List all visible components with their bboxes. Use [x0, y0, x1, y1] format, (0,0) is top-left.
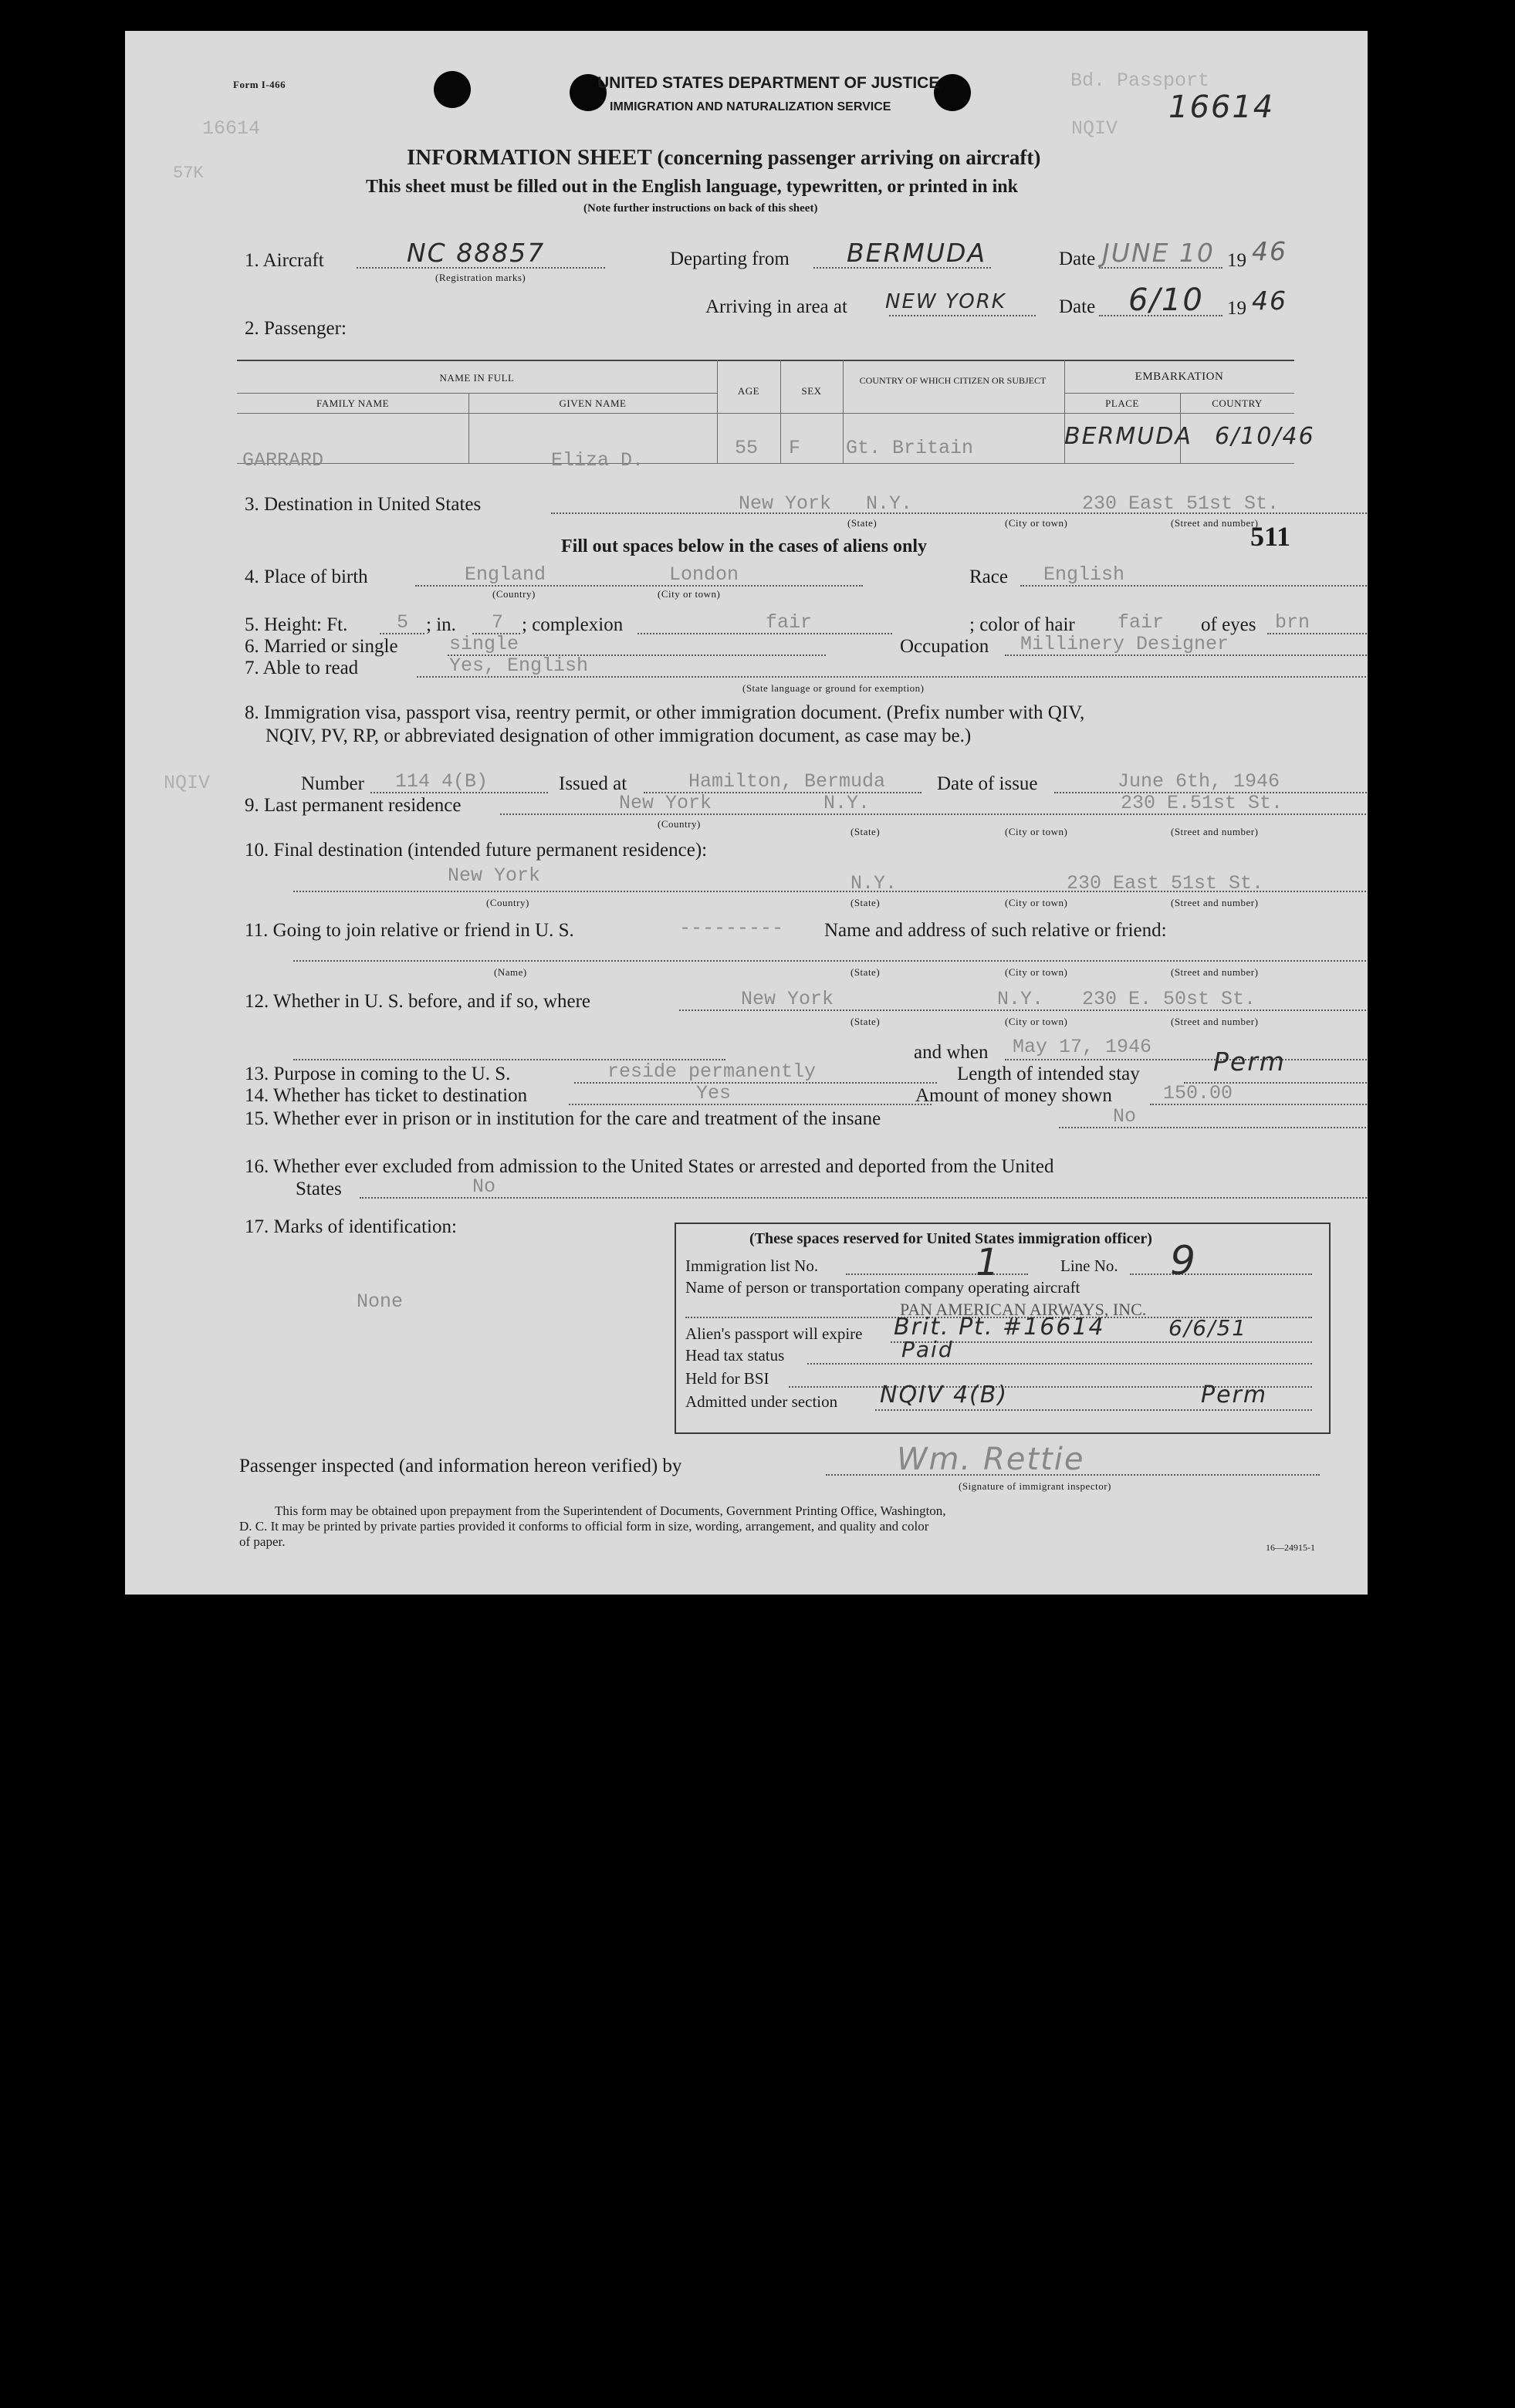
before-city-caption: (City or town) [1005, 1016, 1068, 1027]
visa-instructions-2: NQIV, PV, RP, or abbreviated designation of other immigration document, as case may be.) [265, 725, 972, 746]
passenger-given-name: Eliza D. [551, 449, 644, 472]
header-age: AGE [737, 385, 760, 397]
height-feet: 5 [397, 611, 409, 634]
arrival-year-prefix: 19 [1227, 298, 1246, 319]
form-title [407, 145, 1040, 171]
last-residence-country-caption: (Country) [658, 818, 701, 830]
destination-state-caption: (State) [847, 517, 878, 529]
visa-issued-at: Hamilton, Bermuda [688, 770, 886, 793]
purpose-value: reside permanently [607, 1060, 817, 1083]
footer-form-code: 16—24915-1 [1266, 1542, 1315, 1553]
read-caption: (State language or ground for exemption) [742, 682, 925, 694]
marks-label: 17. Marks of identification: [245, 1216, 457, 1237]
officer-box-heading: (These spaces reserved for United States immigration officer) [749, 1230, 1152, 1247]
header-family-name: FAMILY NAME [316, 397, 390, 409]
ticket-label: 14. Whether has ticket to destination [245, 1085, 528, 1106]
before-when-value: May 17, 1946 [1013, 1036, 1152, 1058]
last-residence-street: 230 E.51st St. [1121, 792, 1283, 814]
marks-value: None [357, 1290, 404, 1313]
before-label: 12. Whether in U. S. before, and if so, where [245, 991, 591, 1012]
arrival-year-value: 46 [1252, 286, 1287, 316]
footer-line-2: D. C. It may be printed by private parties provided it conforms to official form in size, wording, arrangement, and quality and color [239, 1519, 929, 1534]
excluded-value: No [472, 1175, 496, 1198]
visa-number: 114 4(B) [395, 770, 489, 793]
admitted-value: NQIV 4(B) [880, 1382, 1009, 1409]
join-name-caption: (Name) [494, 966, 527, 978]
departing-label: Departing from [670, 249, 790, 269]
arrival-date-label: Date [1059, 296, 1096, 317]
final-destination-city-caption: (City or town) [1005, 897, 1068, 908]
title-sub: (concerning passenger arriving on aircraft) [657, 146, 1041, 169]
department-name: UNITED STATES DEPARTMENT OF JUSTICE [597, 74, 940, 92]
passport-expire-label: Alien's passport will expire [685, 1324, 863, 1343]
admitted-extra: Perm [1201, 1382, 1268, 1409]
visa-margin-code: NQIV [164, 772, 211, 794]
inspected-label: Passenger inspected (and information hereon verified) by [239, 1456, 682, 1476]
passenger-label: 2. Passenger: [245, 318, 347, 339]
stay-value: Perm [1213, 1047, 1286, 1077]
destination-street-caption: (Street and number) [1171, 517, 1259, 529]
birth-city: London [669, 563, 739, 586]
arriving-label: Arriving in area at [705, 296, 847, 317]
officer-reserved-box [675, 1223, 1331, 1434]
header-place: PLACE [1105, 397, 1139, 409]
header-sex: SEX [801, 385, 822, 397]
class-code: NQIV [1071, 117, 1118, 140]
head-tax-value: Paid [901, 1337, 954, 1362]
visa-date-label: Date of issue [937, 773, 1038, 794]
birth-country: England [465, 563, 546, 586]
admitted-label: Admitted under section [685, 1392, 838, 1411]
passport-expire-date: 6/6/51 [1168, 1315, 1248, 1341]
visa-number-label: Number [301, 773, 364, 794]
final-destination-label: 10. Final destination (intended future permanent residence): [245, 840, 708, 861]
header-given-name: GIVEN NAME [559, 397, 627, 409]
destination-street: 230 East 51st St. [1082, 492, 1280, 515]
final-destination-country: New York [448, 864, 541, 887]
join-state-caption: (State) [850, 966, 881, 978]
line-number-value: 9 [1170, 1238, 1198, 1284]
occupation-value: Millinery Designer [1020, 633, 1229, 655]
last-residence-state-caption: (State) [850, 826, 881, 837]
relative-name-label: Name and address of such relative or friend: [824, 920, 1167, 941]
last-residence-city-caption: (City or town) [1005, 826, 1068, 837]
final-destination-state: N.Y. [850, 872, 898, 895]
race-value: English [1043, 563, 1125, 586]
stay-label: Length of intended stay [957, 1064, 1140, 1084]
complexion-label: ; complexion [522, 614, 624, 635]
married-value: single [449, 633, 519, 655]
race-label: Race [969, 566, 1008, 587]
inspector-signature: Wm. Rettie [897, 1442, 1085, 1477]
passenger-sex: F [789, 437, 801, 459]
birth-country-caption: (Country) [492, 588, 536, 600]
join-street-caption: (Street and number) [1171, 966, 1259, 978]
final-destination-street-caption: (Street and number) [1171, 897, 1259, 908]
purpose-label: 13. Purpose in coming to the U. S. [245, 1064, 511, 1084]
visa-instructions-1: 8. Immigration visa, passport visa, reentry permit, or other immigration document. (Prefix number with QIV, [245, 702, 1085, 723]
birth-city-caption: (City or town) [658, 588, 721, 600]
destination-label: 3. Destination in United States [245, 494, 482, 515]
hair-value: fair [1118, 611, 1165, 634]
height-inches-label: ; in. [426, 614, 456, 635]
last-residence-country: New York [619, 792, 712, 814]
excluded-label-2: States [296, 1179, 342, 1199]
inspector-signature-caption: (Signature of immigrant inspector) [959, 1480, 1111, 1492]
visa-date: June 6th, 1946 [1118, 770, 1280, 793]
eyes-label: of eyes [1201, 614, 1256, 635]
stamp-number: 511 [1250, 521, 1291, 552]
header-country: COUNTRY [1212, 397, 1263, 409]
last-residence-street-caption: (Street and number) [1171, 826, 1259, 837]
height-inches: 7 [492, 611, 504, 634]
before-city: N.Y. [997, 988, 1044, 1010]
before-when-label: and when [914, 1042, 989, 1063]
embarkation-place: BERMUDA [1064, 423, 1192, 450]
punch-hole-left [434, 71, 471, 108]
header-embarkation: EMBARKATION [1135, 370, 1224, 383]
passport-note: Bd. Passport [1070, 69, 1210, 92]
passenger-family-name: GARRARD [242, 449, 324, 472]
passenger-age: 55 [735, 437, 759, 459]
join-label: 11. Going to join relative or friend in U. S. [245, 920, 574, 941]
final-destination-country-caption: (Country) [486, 897, 529, 908]
aircraft-caption: (Registration marks) [435, 272, 526, 283]
header-country-citizen: COUNTRY OF WHICH CITIZEN OR SUBJECT [859, 375, 1047, 386]
arrival-date-value: 6/10 [1128, 282, 1204, 318]
before-street: 230 E. 50st St. [1082, 988, 1256, 1010]
complexion-value: fair [766, 611, 813, 634]
handwritten-file-number: 16614 [1168, 90, 1275, 125]
head-tax-label: Head tax status [685, 1346, 785, 1365]
height-feet-label: 5. Height: Ft. [245, 614, 348, 635]
immigration-list-value: 1 [976, 1241, 1001, 1284]
read-value: Yes, English [449, 654, 589, 677]
occupation-label: Occupation [900, 636, 989, 657]
money-label: Amount of money shown [915, 1085, 1112, 1106]
footer-line-3: of paper. [239, 1534, 286, 1549]
line-number-label: Line No. [1060, 1256, 1118, 1275]
destination-city: N.Y. [866, 492, 913, 515]
eyes-value: brn [1275, 611, 1310, 634]
aircraft-registration: NC 88857 [407, 238, 546, 268]
service-name: IMMIGRATION AND NATURALIZATION SERVICE [610, 100, 891, 113]
prison-value: No [1113, 1105, 1137, 1128]
title-main: INFORMATION SHEET [407, 145, 652, 170]
instruction-language: This sheet must be filled out in the English language, typewritten, or printed in ink [366, 177, 1018, 197]
aliens-heading: Fill out spaces below in the cases of aliens only [561, 536, 928, 556]
final-destination-state-caption: (State) [850, 897, 881, 908]
departing-from-value: BERMUDA [847, 238, 987, 268]
passenger-citizenship: Gt. Britain [846, 437, 974, 459]
hair-label: ; color of hair [969, 614, 1075, 635]
header-name-in-full: NAME IN FULL [439, 372, 515, 384]
departure-year-value: 46 [1252, 236, 1287, 266]
destination-state: New York [739, 492, 832, 515]
visa-issued-label: Issued at [559, 773, 627, 794]
company-value: PAN AMERICAN AIRWAYS, INC. [900, 1300, 1147, 1319]
read-label: 7. Able to read [245, 658, 359, 678]
destination-city-caption: (City or town) [1005, 517, 1068, 529]
aircraft-label: 1. Aircraft [245, 250, 324, 271]
ticket-value: Yes [696, 1082, 732, 1104]
corner-code-left: 57K [173, 164, 204, 183]
before-state: New York [741, 988, 834, 1010]
instruction-back: (Note further instructions on back of this sheet) [583, 202, 818, 215]
birth-label: 4. Place of birth [245, 566, 368, 587]
join-city-caption: (City or town) [1005, 966, 1068, 978]
passport-expire-value: Brit. Pt. #16614 [894, 1314, 1105, 1341]
footer-line-1: This form may be obtained upon prepayment from the Superintendent of Documents, Government Printing Office, Washington, [275, 1503, 946, 1518]
join-value: --------- [679, 917, 784, 939]
corner-number-left: 16614 [202, 117, 261, 140]
embarkation-date: 6/10/46 [1215, 423, 1315, 450]
before-street-caption: (Street and number) [1171, 1016, 1259, 1027]
departure-year-prefix: 19 [1227, 250, 1246, 271]
money-value: 150.00 [1163, 1082, 1233, 1104]
information-sheet-document [125, 31, 1368, 1595]
last-residence-state: N.Y. [823, 792, 871, 814]
excluded-label-1: 16. Whether ever excluded from admission to the United States or arrested and deported from the United [245, 1156, 1054, 1177]
final-destination-street: 230 East 51st St. [1067, 872, 1264, 895]
before-state-caption: (State) [850, 1016, 881, 1027]
arriving-value: NEW YORK [885, 290, 1006, 313]
company-label: Name of person or transportation company operating aircraft [685, 1278, 1080, 1297]
departure-date-label: Date [1059, 249, 1096, 269]
departure-date-value: JUNE 10 [1102, 238, 1215, 268]
married-label: 6. Married or single [245, 636, 398, 657]
last-residence-label: 9. Last permanent residence [245, 795, 462, 816]
form-number: Form I-466 [233, 79, 286, 90]
immigration-list-label: Immigration list No. [685, 1256, 819, 1275]
prison-label: 15. Whether ever in prison or in institution for the care and treatment of the insane [245, 1108, 881, 1129]
held-for-bsi-label: Held for BSI [685, 1369, 769, 1388]
